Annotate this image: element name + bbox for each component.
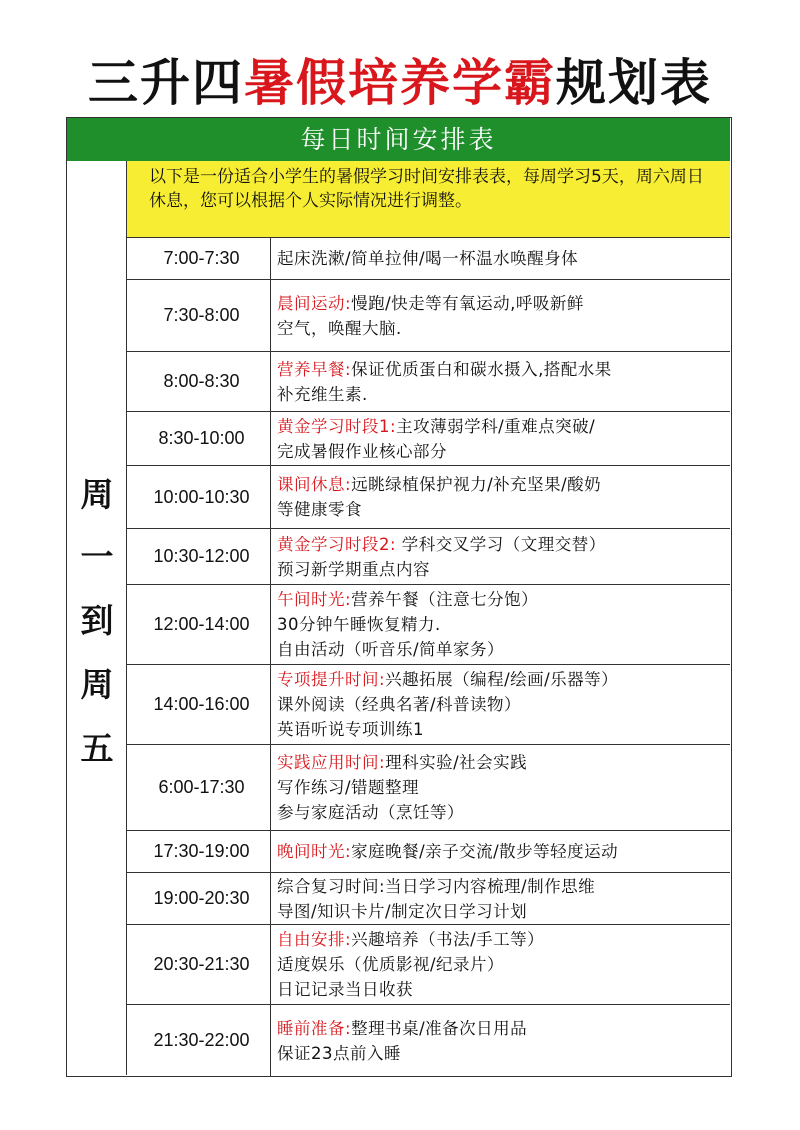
table-header: 每日时间安排表 (67, 118, 730, 161)
activity-text: 完成暑假作业核心部分 (277, 441, 447, 461)
activity-label: 课间休息: (277, 475, 352, 494)
day-label-char: 五 (80, 729, 114, 768)
activity-description (277, 352, 726, 411)
table-row (127, 238, 730, 280)
activity-line (277, 874, 726, 899)
activity-line (277, 692, 726, 717)
activity-text: 日记记录当日收获 (277, 980, 413, 999)
activity-text: 参与家庭活动（烹饪等） (277, 803, 464, 822)
table-row (127, 745, 730, 831)
activity-text: 兴趣拓展（编程/绘画/乐器等） (385, 670, 619, 689)
activity-line (277, 1041, 726, 1066)
activity-text: 写作练习/错题整理 (277, 778, 420, 797)
activity-text: 课外阅读（经典名著/科普读物） (277, 695, 522, 714)
title-part-1: 三升四 (88, 53, 244, 112)
activity-description (277, 831, 726, 872)
activity-line (277, 472, 726, 497)
activity-text: 整理书桌/准备次日用品 (351, 1018, 528, 1038)
activity-text: 30分钟午睡恢复精力. (277, 615, 441, 634)
time-slot: 10:30-12:00 (127, 529, 271, 584)
title-part-3: 规划表 (556, 53, 712, 112)
activity-text: 综合复习时间:当日学习内容梳理/制作思维 (277, 876, 596, 896)
activity-label: 黄金学习时段2: (277, 534, 397, 554)
activity-description (277, 585, 726, 664)
activity-description (277, 665, 726, 744)
activity-description (277, 873, 726, 924)
time-slot: 20:30-21:30 (127, 925, 271, 1004)
activity-description (277, 280, 726, 351)
activity-description (277, 412, 726, 465)
activity-text: 兴趣培养（书法/手工等） (351, 930, 545, 949)
activity-text: 英语听说专项训练1 (277, 720, 424, 739)
time-slot: 8:30-10:00 (127, 412, 271, 465)
activity-line (277, 977, 726, 1002)
activity-text: 导图/知识卡片/制定次日学习计划 (277, 901, 528, 921)
activity-line (277, 750, 726, 775)
intro-note: 以下是一份适合小学生的暑假学习时间安排表表，每周学习5天，周六周日休息，您可以根据个人实际情况进行调整。 (127, 161, 730, 238)
time-slot: 19:00-20:30 (127, 873, 271, 924)
activity-text: 保证23点前入睡 (277, 1043, 401, 1063)
activity-label: 睡前准备: (277, 1018, 352, 1038)
table-row (127, 665, 730, 745)
activity-line (277, 497, 726, 522)
table-row (127, 280, 730, 352)
activity-label: 晨间运动: (277, 293, 352, 313)
time-slot: 12:00-14:00 (127, 585, 271, 664)
activity-label: 专项提升时间: (277, 670, 386, 689)
time-slot: 21:30-22:00 (127, 1005, 271, 1076)
activity-line (277, 357, 726, 382)
day-label-char: 周 (80, 475, 114, 514)
table-row (127, 352, 730, 412)
title-part-2: 暑假培养学霸 (244, 53, 556, 112)
table-row (127, 925, 730, 1005)
activity-text: 空气，唤醒大脑. (277, 318, 402, 338)
activity-text: 预习新学期重点内容 (277, 559, 430, 579)
time-slot: 7:00-7:30 (127, 238, 271, 279)
activity-label: 实践应用时间: (277, 753, 386, 772)
activity-text: 等健康零食 (277, 500, 362, 519)
activity-text: 营养午餐（注意七分饱） (351, 590, 539, 609)
page-title (0, 48, 800, 118)
time-slot: 8:00-8:30 (127, 352, 271, 411)
table-row (127, 466, 730, 529)
activity-line (277, 382, 726, 407)
day-range-column (67, 161, 127, 1075)
time-slot: 7:30-8:00 (127, 280, 271, 351)
activity-text: 理科实验/社会实践 (385, 753, 528, 772)
table-row (127, 585, 730, 665)
activity-line (277, 717, 726, 742)
activity-label: 黄金学习时段1: (277, 416, 397, 436)
table-row (127, 831, 730, 873)
activity-line (277, 839, 726, 864)
activity-line (277, 927, 726, 952)
activity-label: 午间时光: (277, 590, 352, 609)
time-slot: 14:00-16:00 (127, 665, 271, 744)
day-label-char: 到 (80, 601, 114, 640)
time-slot: 6:00-17:30 (127, 745, 271, 830)
activity-line (277, 952, 726, 977)
activity-line (277, 414, 726, 439)
activity-line (277, 775, 726, 800)
activity-text: 保证优质蛋白和碳水摄入,搭配水果 (351, 359, 612, 379)
activity-text: 远眺绿植保护视力/补充坚果/酸奶 (351, 475, 602, 494)
activity-description (277, 925, 726, 1004)
activity-line (277, 899, 726, 924)
activity-label: 营养早餐: (277, 359, 352, 379)
activity-line (277, 291, 726, 316)
activity-description (277, 466, 726, 528)
activity-line (277, 612, 726, 637)
activity-text: 适度娱乐（优质影视/纪录片） (277, 955, 505, 974)
activity-line (277, 587, 726, 612)
activity-line (277, 557, 726, 582)
activity-description (277, 238, 726, 279)
day-label-char: 周 (80, 665, 114, 704)
activity-text: 慢跑/快走等有氧运动,呼吸新鲜 (351, 293, 584, 313)
activity-text: 家庭晚餐/亲子交流/散步等轻度运动 (351, 842, 619, 861)
activity-text: 学科交叉学习（文理交替） (396, 534, 606, 554)
activity-text: 补充维生素. (277, 384, 368, 404)
activity-text: 起床洗漱/简单拉伸/喝一杯温水唤醒身体 (277, 249, 579, 268)
activity-description (277, 529, 726, 584)
schedule-table (66, 117, 732, 1077)
activity-line (277, 439, 726, 464)
activity-line (277, 532, 726, 557)
activity-text: 自由活动（听音乐/简单家务） (277, 640, 505, 659)
activity-description (277, 1005, 726, 1076)
activity-line (277, 637, 726, 662)
activity-line (277, 800, 726, 825)
table-row (127, 1005, 730, 1077)
table-row (127, 873, 730, 925)
table-row (127, 412, 730, 466)
time-slot: 10:00-10:30 (127, 466, 271, 528)
activity-label: 自由安排: (277, 930, 352, 949)
activity-line (277, 316, 726, 341)
activity-description (277, 745, 726, 830)
activity-line (277, 1016, 726, 1041)
time-slot: 17:30-19:00 (127, 831, 271, 872)
table-row (127, 529, 730, 585)
activity-line (277, 246, 726, 271)
activity-label: 晚间时光: (277, 842, 352, 861)
activity-line (277, 667, 726, 692)
day-label-char: 一 (80, 537, 114, 576)
activity-text: 主攻薄弱学科/重难点突破/ (396, 416, 596, 436)
